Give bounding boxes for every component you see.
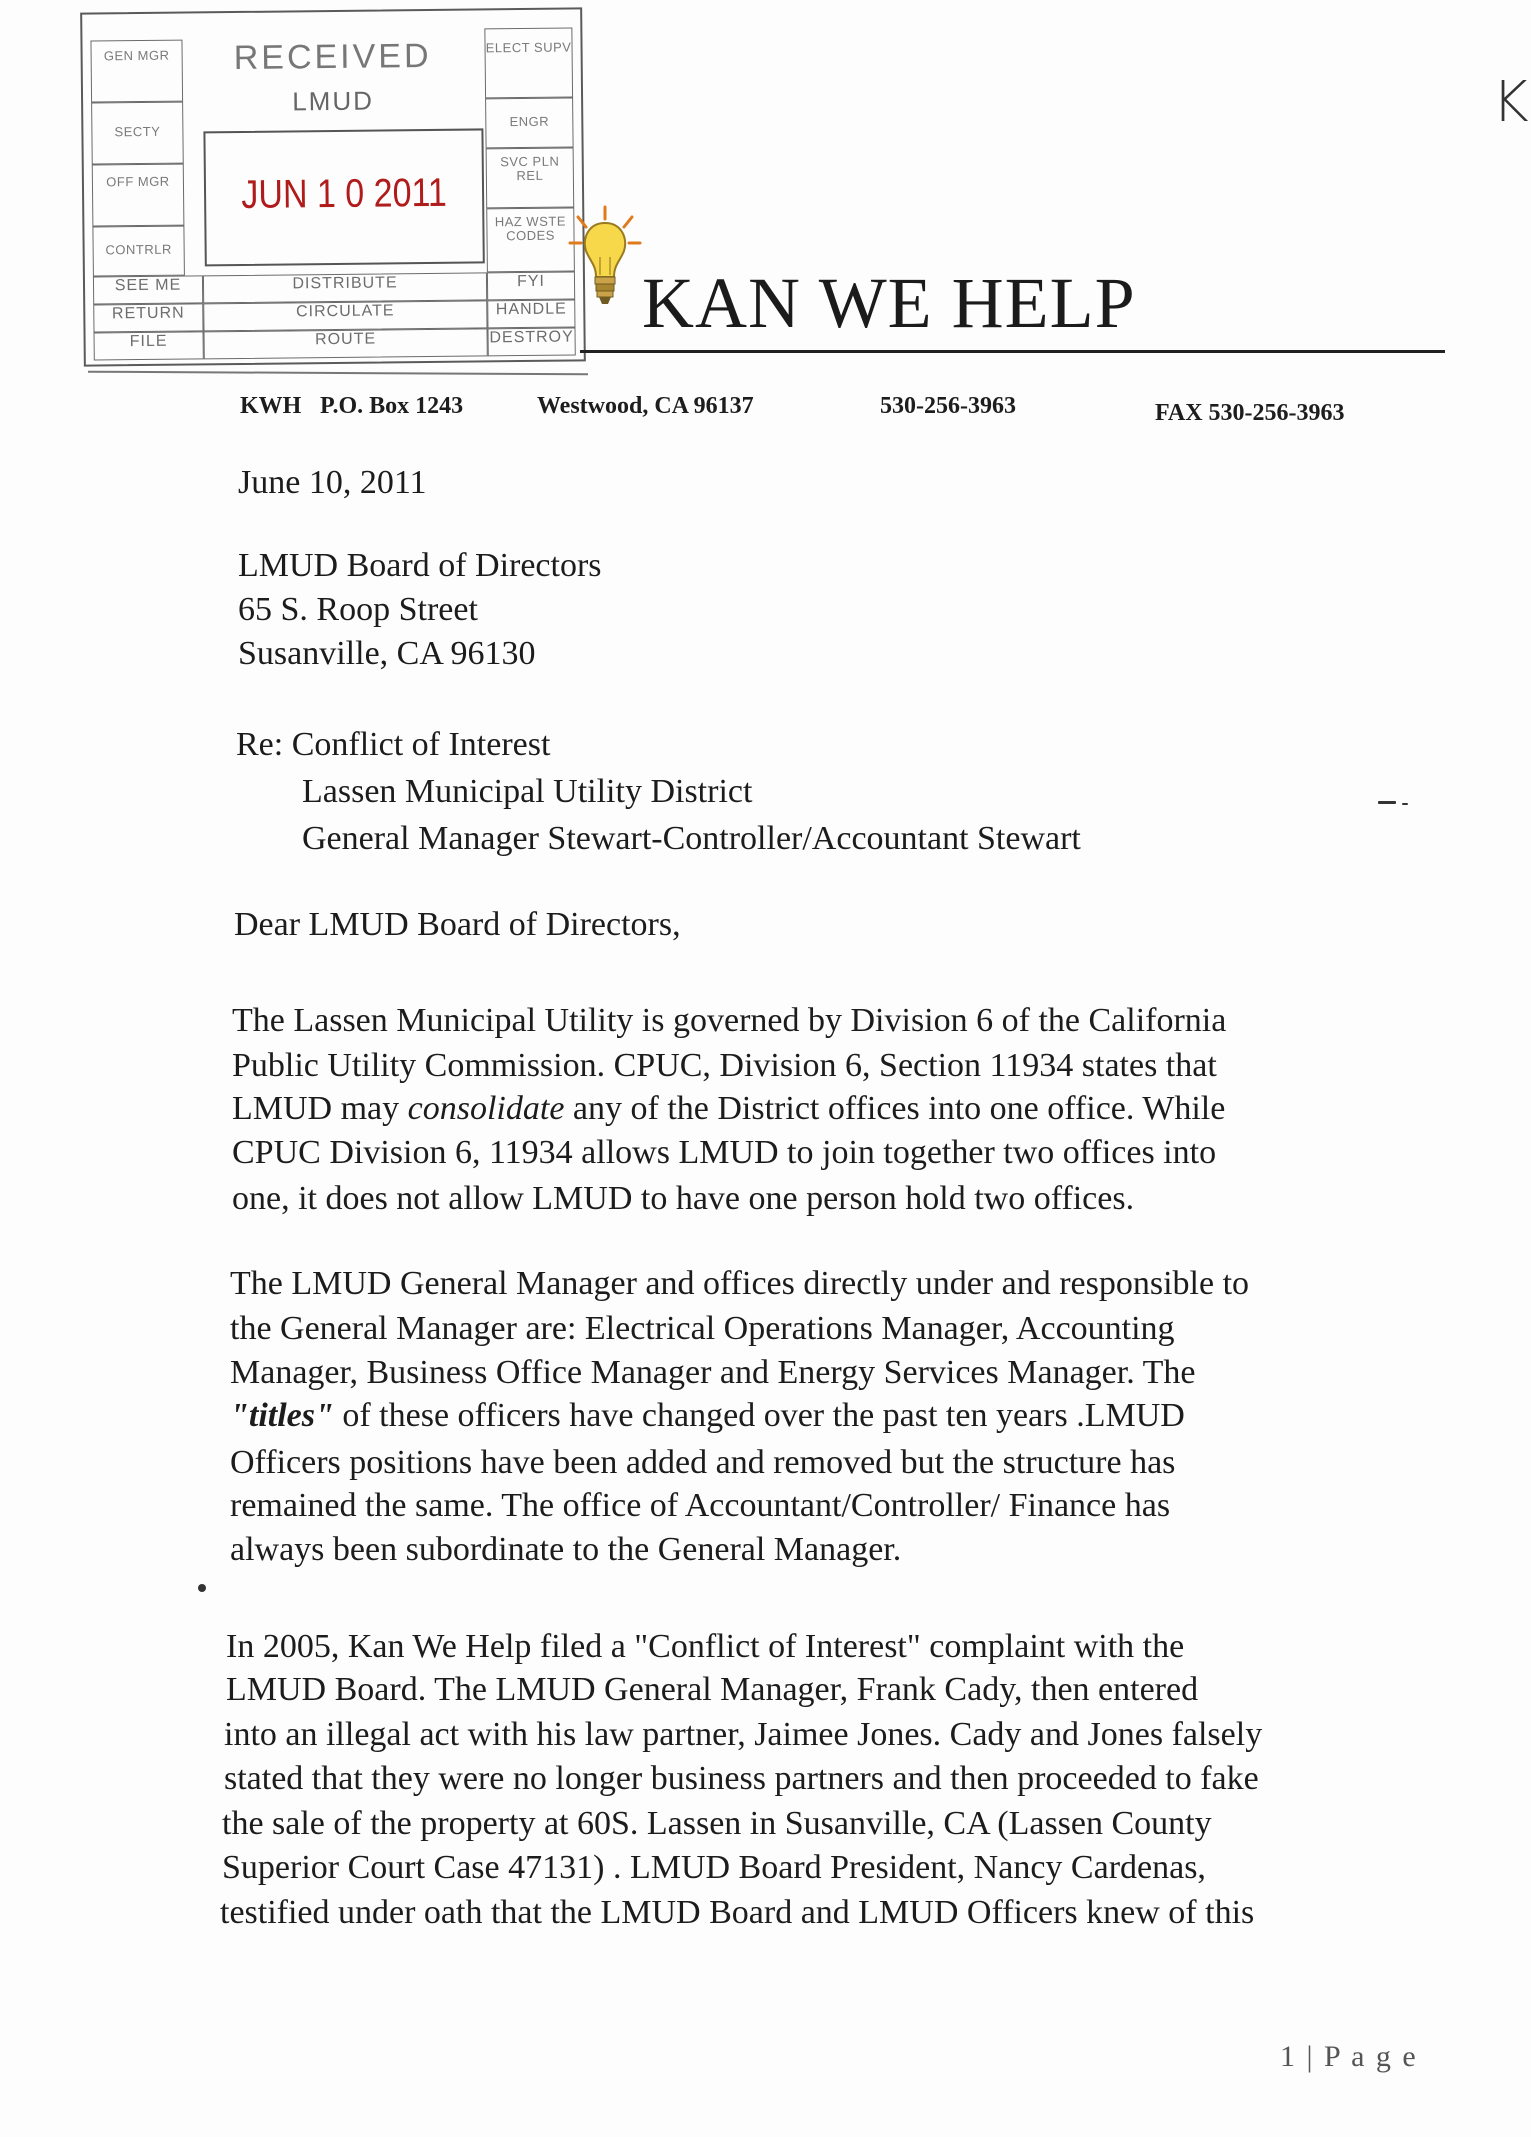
p2-line-4	[230, 1399, 1185, 1433]
p2-line-3: Manager, Business Office Manager and Energy Services Manager. The	[230, 1354, 1196, 1391]
stamp-title: RECEIVED	[233, 36, 432, 78]
stamp-bottom-rule	[88, 371, 588, 376]
salutation: Dear LMUD Board of Directors,	[234, 906, 681, 943]
subject-label: Re: Conflict of Interest	[236, 726, 551, 763]
p2-line-6: remained the same. The office of Accountant/Controller/ Finance has	[230, 1487, 1171, 1524]
p2-line-7: always been subordinate to the General Manager.	[230, 1531, 902, 1568]
stamp-date: JUN 1 0 2011	[241, 170, 447, 217]
page-footer: 1 | P a g e	[1280, 2040, 1418, 2073]
scan-speck	[1402, 803, 1408, 805]
letterhead-phone: 530-256-3963	[880, 393, 1016, 419]
p2-line-1: The LMUD General Manager and offices directly under and responsible to	[230, 1265, 1250, 1302]
lightbulb-icon	[568, 205, 643, 315]
letterhead-city: Westwood, CA 96137	[537, 393, 754, 419]
stamp-row-circulate: CIRCULATE	[203, 300, 487, 331]
stamp-row-distribute: DISTRIBUTE	[203, 272, 487, 303]
scan-speck	[1378, 801, 1396, 804]
stamp-row-fyi: FYI	[487, 271, 575, 300]
stamp-row-see-me: SEE ME	[93, 275, 203, 304]
letterhead-abbr: KWH	[240, 393, 302, 419]
received-stamp	[80, 7, 586, 366]
p3-line-4: stated that they were no longer business partners and then proceeded to fake	[224, 1760, 1259, 1797]
p1-line-1: The Lassen Municipal Utility is governed by Division 6 of the California	[232, 1002, 1227, 1039]
letterhead-address: P.O. Box 1243	[320, 393, 464, 419]
stamp-box-haz: HAZ WSTE CODES	[486, 207, 575, 272]
stamp-row-handle: HANDLE	[487, 299, 575, 328]
p3-line-5: the sale of the property at 60S. Lassen in Susanville, CA (Lassen County	[222, 1805, 1212, 1842]
recipient-line-3: Susanville, CA 96130	[238, 635, 536, 672]
stamp-row-file: FILE	[94, 331, 204, 360]
stamp-box-engr: ENGR	[485, 97, 574, 148]
p1-line-2: Public Utility Commission. CPUC, Division 6, Section 11934 states that	[232, 1047, 1217, 1084]
stamp-org: LMUD	[292, 85, 375, 117]
p2-emphasis-titles: "titles"	[230, 1397, 334, 1434]
organization-name: KAN WE HELP	[642, 263, 1136, 343]
subject-line-2: General Manager Stewart-Controller/Accountant Stewart	[302, 820, 1081, 857]
letterhead-fax: FAX 530-256-3963	[1155, 400, 1345, 426]
stamp-box-gen-mgr: GEN MGR	[90, 40, 183, 103]
stamp-box-contrlr: CONTRLR	[92, 226, 185, 277]
recipient-line-2: 65 S. Roop Street	[238, 591, 478, 628]
stamp-box-elect-supv: ELECT SUPV	[484, 27, 573, 98]
p3-line-3: into an illegal act with his law partner, Jaimee Jones. Cady and Jones falsely	[224, 1716, 1263, 1753]
letterhead-rule	[580, 350, 1445, 353]
stamp-row-route: ROUTE	[204, 328, 488, 359]
stamp-box-secty: SECTY	[91, 102, 184, 165]
scan-speck	[198, 1584, 206, 1592]
stamp-row-return: RETURN	[93, 303, 203, 332]
p3-line-7: testified under oath that the LMUD Board and LMUD Officers knew of this	[220, 1894, 1255, 1931]
stamp-box-off-mgr: OFF MGR	[92, 164, 185, 227]
margin-handwritten-mark: K	[1492, 70, 1529, 135]
letter-date: June 10, 2011	[238, 464, 427, 501]
stamp-box-svc: SVC PLN REL	[486, 147, 575, 208]
p1-line-3c: any of the District offices into one office. While	[564, 1090, 1226, 1127]
p1-line-5: one, it does not allow LMUD to have one person hold two offices.	[232, 1180, 1135, 1217]
p1-line-3	[232, 1092, 1225, 1126]
subject-line-1: Lassen Municipal Utility District	[302, 773, 753, 810]
p2-line-5: Officers positions have been added and removed but the structure has	[230, 1444, 1176, 1481]
p1-emphasis-consolidate: consolidate	[407, 1090, 565, 1127]
p1-line-4: CPUC Division 6, 11934 allows LMUD to join together two offices into	[232, 1134, 1217, 1171]
recipient-line-1: LMUD Board of Directors	[238, 547, 602, 584]
stamp-row-destroy: DESTROY	[487, 327, 575, 356]
p1-line-3a: LMUD may	[232, 1090, 408, 1127]
p2-line-4b: of these officers have changed over the past ten years .LMUD	[333, 1397, 1185, 1434]
p3-line-2: LMUD Board. The LMUD General Manager, Frank Cady, then entered	[226, 1671, 1199, 1708]
p2-line-2: the General Manager are: Electrical Operations Manager, Accounting	[230, 1310, 1175, 1347]
p3-line-1: In 2005, Kan We Help filed a "Conflict of Interest" complaint with the	[226, 1628, 1185, 1665]
p3-line-6: Superior Court Case 47131) . LMUD Board President, Nancy Cardenas,	[222, 1849, 1206, 1886]
